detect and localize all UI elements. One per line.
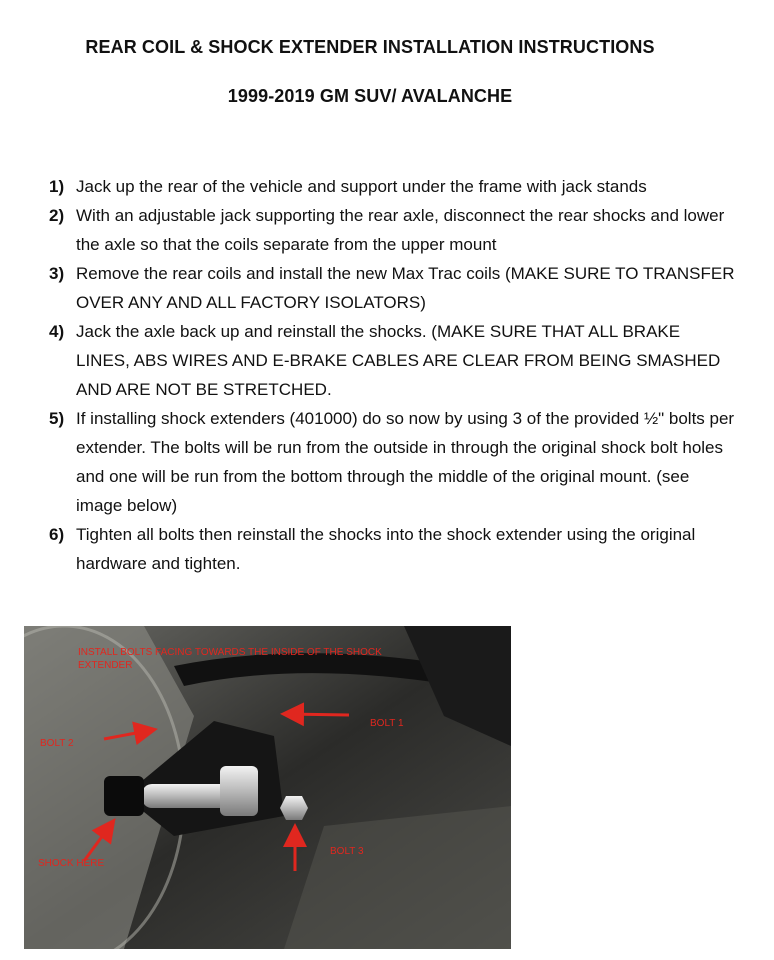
step-text: Tighten all bolts then reinstall the shocks into the shock extender using the original hardware and tighten. xyxy=(76,525,696,573)
step-item: 6) Tighten all bolts then reinstall the shocks into the shock extender using the original hardware and tighten. xyxy=(49,525,696,573)
step-item: 4) Jack the axle back up and reinstall the shocks. (MAKE SURE THAT ALL BRAKE LINES, ABS WIRES AND E-BRAKE CABLES ARE CLEAR FROM BEING SMASHED AND ARE NOT BE STRETCHED. xyxy=(49,322,721,399)
step-item: 3) Remove the rear coils and install the new Max Trac coils (MAKE SURE TO TRANSFER OVER ANY AND ALL FACTORY ISOLATORS) xyxy=(49,264,735,312)
bolt-nut xyxy=(220,766,258,816)
step-item: 5) If installing shock extenders (401000) do so now by using 3 of the provided ½" bolts per extender. The bolts will be run from the outside in through the original shock bolt holes and one will be run from the bottom through the middle of the original mount. (see image below) xyxy=(49,409,735,515)
installation-photo xyxy=(24,626,511,949)
page-title: REAR COIL & SHOCK EXTENDER INSTALLATION INSTRUCTIONS xyxy=(85,37,655,57)
step-item: 1) Jack up the rear of the vehicle and support under the frame with jack stands xyxy=(49,177,647,196)
bolt-3-nut xyxy=(280,796,308,820)
step-text: If installing shock extenders (401000) do so now by using 3 of the provided ½" bolts per extender. The bolts will be run from the outside in through the original shock bolt holes and one will be run from the bottom through the middle of the original mount. (see image below) xyxy=(76,409,735,515)
label-bolt-1: BOLT 1 xyxy=(370,718,404,729)
label-bolt-3: BOLT 3 xyxy=(330,846,364,857)
step-text: With an adjustable jack supporting the rear axle, disconnect the rear shocks and lower the axle so that the coils separate from the upper mount xyxy=(76,206,725,254)
label-shock-here: SHOCK HERE xyxy=(38,858,105,869)
step-item: 2) With an adjustable jack supporting the rear axle, disconnect the rear shocks and lower the axle so that the coils separate from the upper mount xyxy=(49,206,725,254)
photo-illustration xyxy=(24,626,511,949)
label-bolt-2: BOLT 2 xyxy=(40,738,74,749)
step-text: Remove the rear coils and install the new Max Trac coils (MAKE SURE TO TRANSFER OVER ANY AND ALL FACTORY ISOLATORS) xyxy=(76,264,735,312)
shock-bushing xyxy=(104,776,144,816)
annotation-install: INSTALL BOLTS FACING TOWARDS THE INSIDE OF THE SHOCK EXTENDER xyxy=(78,647,382,671)
step-text: Jack up the rear of the vehicle and support under the frame with jack stands xyxy=(76,177,647,196)
page-subtitle: 1999-2019 GM SUV/ AVALANCHE xyxy=(227,86,513,106)
instruction-steps xyxy=(46,172,736,578)
arrow-bolt-1-icon xyxy=(286,714,349,715)
step-text: Jack the axle back up and reinstall the shocks. (MAKE SURE THAT ALL BRAKE LINES, ABS WIRES AND E-BRAKE CABLES ARE CLEAR FROM BEING SMASHED AND ARE NOT BE STRETCHED. xyxy=(76,322,721,399)
